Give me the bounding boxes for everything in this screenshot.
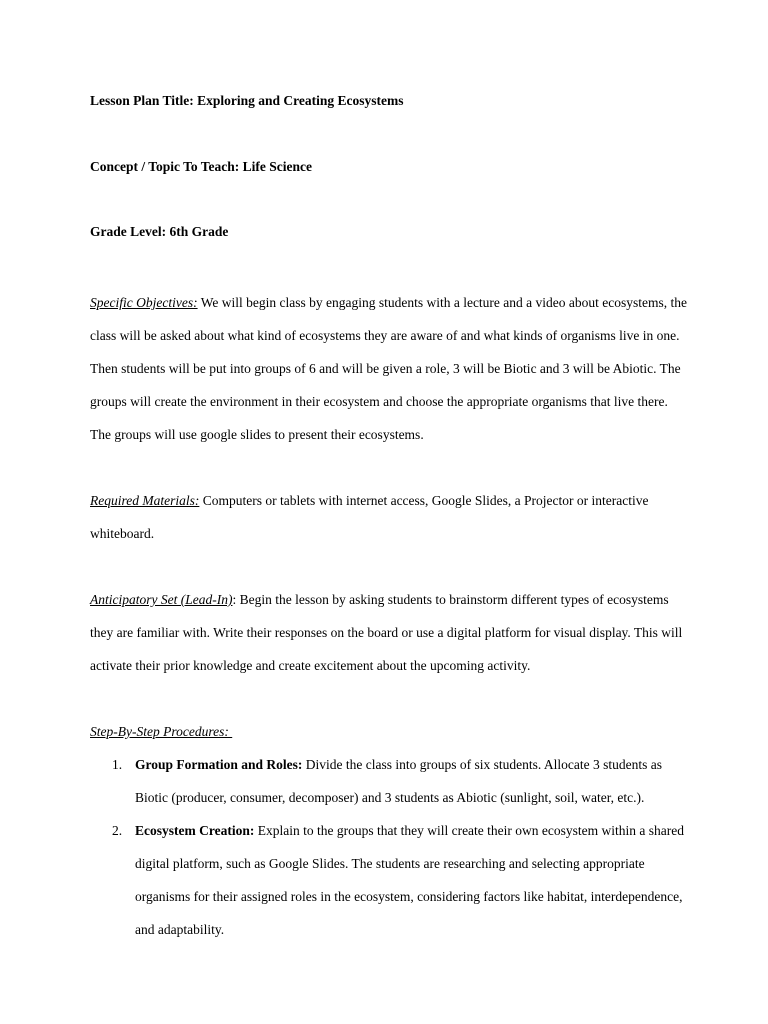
lesson-title: Lesson Plan Title: Exploring and Creating Ecosystems (90, 93, 404, 108)
procedure-step (90, 748, 690, 814)
anticipatory-text: : Begin the lesson by asking students to brainstorm different types of ecosystems they are familiar with. Write their responses on the board or use a digital platform for visual display. This will activate their prior knowledge and create excitement about the upcoming activity. (90, 592, 683, 673)
step-text: Explain to the groups that they will create their own ecosystem within a shared digital platform, such as Google Slides. The students are researching and selecting appropriate organisms for their assigned roles in the ecosystem, considering factors like habitat, interdependence, and adaptability. (135, 823, 684, 937)
procedures-heading (90, 715, 690, 748)
procedure-list (90, 748, 690, 946)
procedure-step (90, 814, 690, 946)
step-number: 2. (112, 823, 123, 838)
procedures-label: Step-By-Step Procedures: (90, 724, 233, 739)
step-text: Divide the class into groups of six students. Allocate 3 students as Biotic (producer, consumer, decomposer) and 3 students as Abiotic (sunlight, soil, water, etc.). (135, 757, 662, 805)
objectives-paragraph (90, 286, 690, 451)
step-number: 1. (112, 757, 123, 772)
materials-label: Required Materials: (90, 493, 200, 508)
anticipatory-label: Anticipatory Set (Lead-In) (90, 592, 233, 607)
grade-level: Grade Level: 6th Grade (90, 224, 229, 239)
anticipatory-paragraph (90, 583, 690, 682)
step-term: Group Formation and Roles: (135, 757, 303, 772)
objectives-label: Specific Objectives: (90, 295, 198, 310)
step-term: Ecosystem Creation: (135, 823, 255, 838)
document-page (90, 90, 690, 946)
concept-topic: Concept / Topic To Teach: Life Science (90, 158, 313, 174)
objectives-text: We will begin class by engaging students with a lecture and a video about ecosystems, the class will be asked about what kind of ecosystems they are aware of and what kinds of organisms live in one. Then students will be put into groups of 6 and will be given a role, 3 will be Biotic and 3 will be Abiotic. The groups will create the environment in their ecosystem and choose the appropriate organisms that live there. The groups will use google slides to present their ecosystems. (90, 295, 687, 442)
materials-text: Computers or tablets with internet access, Google Slides, a Projector or interactive whiteboard. (90, 493, 649, 541)
materials-paragraph (90, 484, 690, 550)
